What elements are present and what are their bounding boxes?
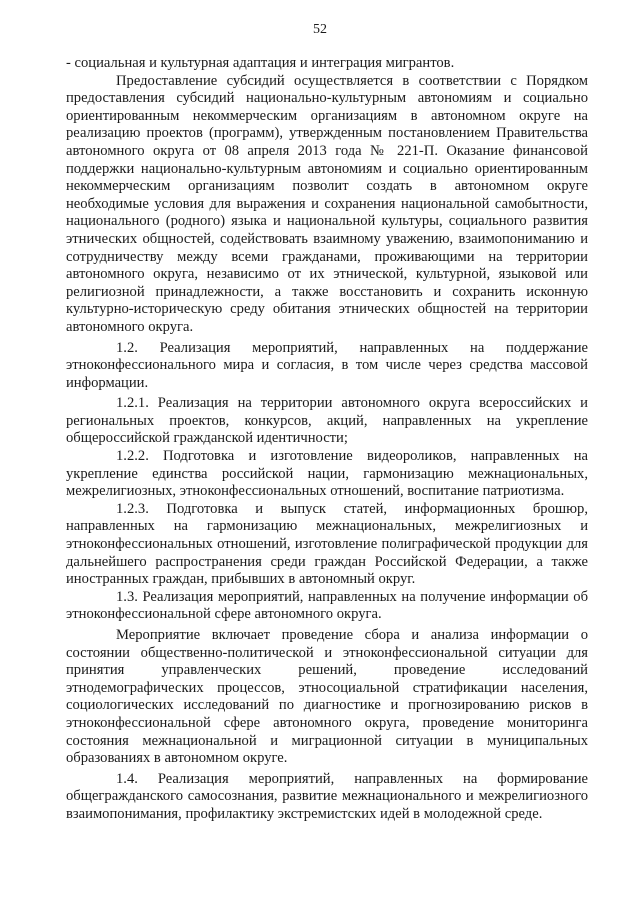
paragraph-section-1-2-1: 1.2.1. Реализация на территории автономного округа всероссийских и региональных проектов, конкурсов, акций, направленных на укрепление общероссийской гражданской идентичности;	[66, 395, 588, 447]
paragraph-section-1-3: 1.3. Реализация мероприятий, направленных на получение информации об этноконфессиональной сфере автономного округа.	[66, 588, 588, 623]
paragraph-section-1-2-2: 1.2.2. Подготовка и изготовление видеороликов, направленных на укрепление единства российской нации, гармонизацию межнациональных, межрелигиозных, этноконфессиональных отношений, воспитание патриотизма.	[66, 448, 588, 500]
page-number: 52	[313, 22, 327, 37]
paragraph-migrant-adaptation: - социальная и культурная адаптация и интеграция мигрантов.	[66, 55, 455, 71]
paragraph-section-1-4: 1.4. Реализация мероприятий, направленных на формирование общегражданского самосознания, развитие межнационального и межрелигиозного взаимопонимания, профилактику экстремистских идей в молодежной среде.	[66, 770, 588, 822]
paragraph-section-1-2-3: 1.2.3. Подготовка и выпуск статей, информационных брошюр, направленных на гармонизацию межнациональных, межрелигиозных и этноконфессиональных отношений, изготовление полиграфической продукции для дальнейшего распространения среди граждан Российской Федерации, а также иностранных граждан, прибывших в автономный округ.	[66, 500, 588, 588]
paragraph-subsidies: Предоставление субсидий осуществляется в соответствии с Порядком предоставления субсидий национально-культурным автономиям и социально ориентированным некоммерческим организациям в автономном округе на реализацию проектов (программ), утвержденным постановлением Правительства автономного округа от 08 апреля 2013 года № 221-П. Оказание финансовой поддержки национально-культурным автономиям и социально ориентированным некоммерческим организациям позволит создать в автономном округе необходимые условия для выражения и сохранения национальной самобытности, национального (родного) языка и национальной культуры, социального развития этнических общностей, содействовать взаимному уважению, взаимопониманию и сотрудничеству между всеми гражданами, проживающими на территории автономного округа, независимо от их этнической, культурной, языковой или религиозной принадлежности, а также восстановить и сохранить исконную культурно-историческую среду обитания этнических общностей на территории автономного округа.	[66, 72, 588, 335]
document-body	[66, 55, 588, 824]
paragraph-monitoring-activity: Мероприятие включает проведение сбора и анализа информации о состоянии общественно-политической и этноконфессиональной ситуации для принятия управленческих решений, проведение исследований этнодемографических процессов, этносоциальной стратификации населения, социологических исследований по диагностике и прогнозированию рисков в этноконфессиональной сфере автономного округа, проведение мониторинга состояния межнациональной и миграционной ситуации в муниципальных образованиях в автономном округе.	[66, 627, 588, 767]
paragraph-section-1-2: 1.2. Реализация мероприятий, направленных на поддержание этноконфессионального мира и согласия, в том числе через средства массовой информации.	[66, 339, 588, 391]
